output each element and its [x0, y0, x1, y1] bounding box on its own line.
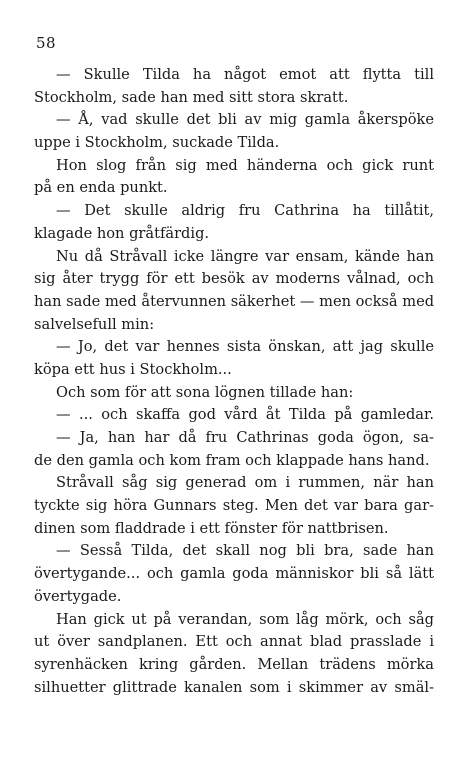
text-line: — Jo, det var hennes sista önskan, att jag skulle	[56, 338, 434, 356]
text-line: sig åter trygg för ett besök av moderns vålnad, och	[34, 270, 434, 288]
text-line: uppe i Stockholm, suckade Tilda.	[34, 134, 280, 152]
text-line: — Sesså Tilda, det skall nog bli bra, sade han	[56, 542, 434, 560]
text-line: övertygande... och gamla goda människor bli så lätt	[34, 565, 434, 583]
text-line: Och som för att sona lögnen tillade han:	[56, 383, 354, 401]
text-line: dinen som fladdrade i ett fönster för nattbrisen.	[34, 519, 389, 537]
text-line: Han gick ut på verandan, som låg mörk, och såg	[56, 610, 434, 628]
text-line: — Skulle Tilda ha något emot att flytta till	[56, 66, 434, 83]
text-line: övertygade.	[34, 587, 122, 605]
text-line: Stockholm, sade han med sitt stora skratt.	[34, 88, 349, 106]
text-line: Nu då Stråvall icke längre var ensam, kände han	[56, 247, 434, 265]
text-line: — ... och skaffa god vård åt Tilda på gamledar.	[56, 406, 434, 424]
text-line: — Det skulle aldrig fru Cathrina ha tillåtit,	[56, 202, 434, 220]
body-text	[34, 64, 434, 699]
text-line: han sade med återvunnen säkerhet — men också med	[34, 292, 434, 310]
text-line: — Ja, han har då fru Cathrinas goda ögon, sa-	[56, 429, 434, 446]
text-line: Hon slog från sig med händerna och gick runt	[56, 156, 434, 174]
text-line: tyckte sig höra Gunnars steg. Men det var bara gar-	[34, 497, 434, 515]
text-line: de den gamla och kom fram och klappade hans hand.	[34, 451, 430, 469]
text-line: salvelsefull min:	[34, 315, 155, 333]
text-line: köpa ett hus i Stockholm...	[34, 360, 232, 378]
text-line: — Å, vad skulle det bli av mig gamla åkerspöke	[56, 111, 434, 129]
page-number: 58	[36, 34, 57, 52]
text-line: klagade hon gråtfärdig.	[34, 224, 210, 242]
text-line: Stråvall såg sig generad om i rummen, när han	[56, 474, 434, 492]
text-line: syrenhäcken kring gården. Mellan trädens mörka	[34, 655, 434, 673]
text-line: ut över sandplanen. Ett och annat blad prasslade i	[34, 633, 434, 651]
text-line: på en enda punkt.	[34, 179, 168, 197]
text-line: silhuetter glittrade kanalen som i skimmer av smäl-	[34, 678, 434, 696]
